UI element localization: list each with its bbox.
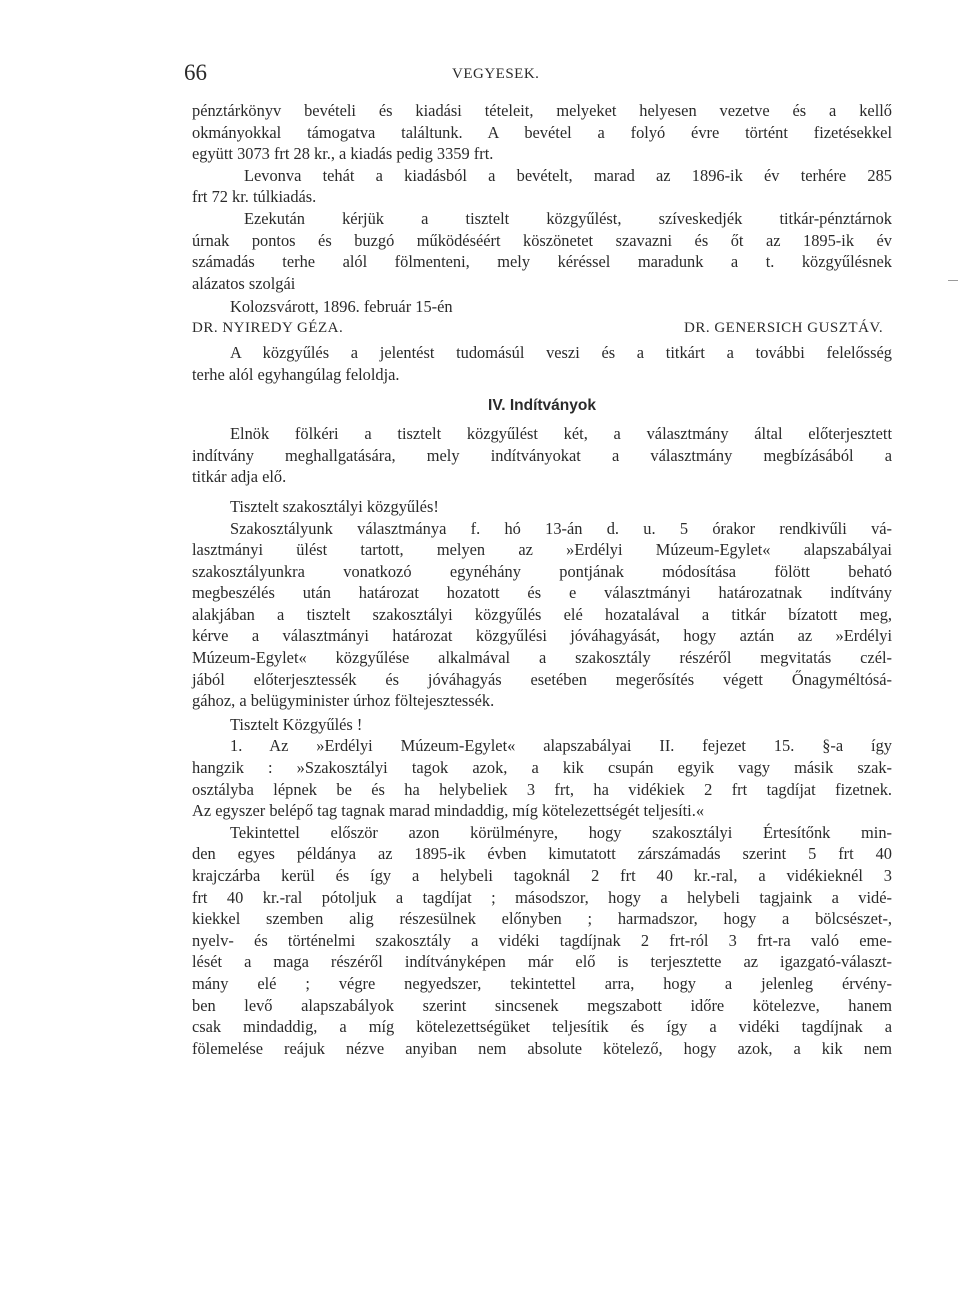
text-line: szakosztályunkra vonatkozó egynéhány pontjának módosítása fölött beható: [192, 561, 892, 581]
running-head: VEGYESEK.: [452, 66, 540, 82]
audit-paragraph: [192, 100, 892, 294]
text-line: 1. Az »Erdélyi Múzeum-Egylet« alapszabályai II. fejezet 15. §-a így: [230, 736, 892, 756]
text-line: Levonva tehát a kiadásból a bevételt, marad az 1896-ik év terhére 285: [244, 165, 892, 185]
text-line: kiekkel szemben alig részesülnek előnyben ; harmadszor, hogy a bölcsészet-,: [192, 909, 892, 929]
text-line: frt 72 kr. túlkiadás.: [192, 187, 317, 207]
text-line: lését a maga részéről indítványképen már elő is terjesztette az igazgató-választ-: [192, 952, 892, 972]
text-line: alakjában a tisztelt szakosztályi közgyűlés elé hozatalával a titkár bízatott meg,: [192, 604, 892, 624]
page-number: 66: [184, 60, 207, 85]
text-line: alázatos szolgái: [192, 273, 296, 293]
signatures: [192, 318, 892, 340]
resolution-paragraph: [192, 342, 892, 385]
text-line: mány elé ; végre negyedszer, tekintettel arra, hogy a jelenleg érvény-: [192, 973, 892, 993]
section-heading: IV. Indítványok: [488, 397, 596, 415]
text-line: Ezekután kérjük a tisztelt közgyűlést, szíveskedjék titkár-pénztárnok: [244, 208, 892, 228]
justification-paragraph: [192, 822, 892, 1060]
text-line: Szakosztályunk választmánya f. hó 13-án d. u. 5 órakor rendkivűli vá-: [230, 518, 892, 538]
text-line: Elnök fölkéri a tisztelt közgyűlést két, a választmány által előterjesztett: [230, 424, 892, 444]
text-line: indítvány meghallgatására, mely indítványokat a választmány megbízásából a: [192, 445, 892, 465]
text-line: den egyes példánya az 1895-ik évben kimutatott zárszámadás szerint 5 frt 40: [192, 844, 892, 864]
text-line: kérve a választmányi határozat közgyűlési jóváhagyását, hogy aztán az »Erdélyi: [192, 626, 892, 646]
text-line: lasztmányi ülést tartott, melyen az »Erdélyi Múzeum-Egylet« alapszabályai: [192, 540, 892, 560]
text-line: terhe alól egyhangúlag feloldja.: [192, 364, 400, 384]
body-text: [192, 100, 892, 1059]
signature-left: DR. NYIREDY GÉZA.: [192, 319, 344, 336]
page-header: [184, 60, 892, 100]
motion-intro-paragraph: [192, 423, 892, 488]
text-line: Tekintettel először azon körülményre, hogy szakosztályi Értesítőnk min-: [230, 822, 892, 842]
text-line: megbeszélés után határozat hozatott és e választmányi határozatnak indítvány: [192, 583, 892, 603]
text-line: gához, a belügyminister úrhoz föltejesztessék.: [192, 691, 495, 711]
text-line: titkár adja elő.: [192, 467, 287, 487]
document-page: [184, 60, 892, 1300]
scan-edge-mark: [948, 280, 958, 281]
salutation: Tisztelt Közgyűlés !: [230, 714, 363, 734]
committee-paragraph: [192, 518, 892, 712]
salutation: Tisztelt szakosztályi közgyűlés!: [230, 496, 439, 516]
text-line: számadás terhe alól fölmenteni, mely kéréssel maradunk a t. közgyűlésnek: [192, 252, 892, 272]
text-line: fölemelése reájuk nézve anyiban nem absolute kötelező, hogy azok, a kik nem: [192, 1038, 892, 1058]
text-line: okmányokkal támogatva találtunk. A bevétel a folyó évre történt fizetésekkel: [192, 122, 892, 142]
place-date: Kolozsvárott, 1896. február 15-én: [230, 297, 453, 317]
text-line: krajczárba kerül és így a helybeli tagoknál 2 frt 40 kr.-ral, a vidékieknél 3: [192, 866, 892, 885]
text-line: együtt 3073 frt 28 kr., a kiadás pedig 3359 frt.: [192, 144, 494, 164]
text-line: úrnak pontos és buzgó működéséért köszönetet szavazni és őt az 1895-ik év: [192, 230, 892, 250]
signature-right: DR. GENERSICH GUSZTÁV.: [684, 319, 884, 336]
text-line: Múzeum-Egylet« közgyűlése alkalmával a szakosztály részéről megvitatás czél-: [192, 648, 892, 668]
text-line: A közgyűlés a jelentést tudomásúl veszi és a titkárt a további felelősség: [230, 342, 892, 362]
text-line: ben levő alapszabályok szerint sincsenek megszabott időre kötelezve, hanem: [192, 995, 892, 1015]
text-line: osztályba lépnek be és ha helybeliek 3 frt, ha vidékiek 2 frt tagdíjat fizetnek.: [192, 779, 892, 799]
text-line: nyelv- és történelmi szakosztály a vidéki tagdíjnak 2 frt-ról 3 frt-ra való eme-: [192, 930, 892, 950]
text-line: csak mindaddig, a míg kötelezettségüket teljesítik és így a vidéki tagdíjnak a: [192, 1017, 892, 1037]
text-line: Az egyszer belépő tag tagnak marad mindaddig, míg kötelezettségét teljesíti.«: [192, 801, 705, 821]
text-line: hangzik : »Szakosztályi tagok azok, a kik csupán egyik vagy másik szak-: [192, 758, 892, 778]
text-line: frt 40 kr.-ral pótoljuk a tagdíjat ; másodszor, hogy a helybeli tagjaink a vidé-: [192, 887, 892, 907]
text-line: jából előterjesztessék és jóváhagyás esetében megerősítés végett Őnagyméltósá-: [192, 669, 892, 689]
bylaw-paragraph: [192, 735, 892, 821]
text-line: pénztárkönyv bevételi és kiadási tételeit, melyeket helyesen vezetve és a kellő: [192, 101, 892, 120]
